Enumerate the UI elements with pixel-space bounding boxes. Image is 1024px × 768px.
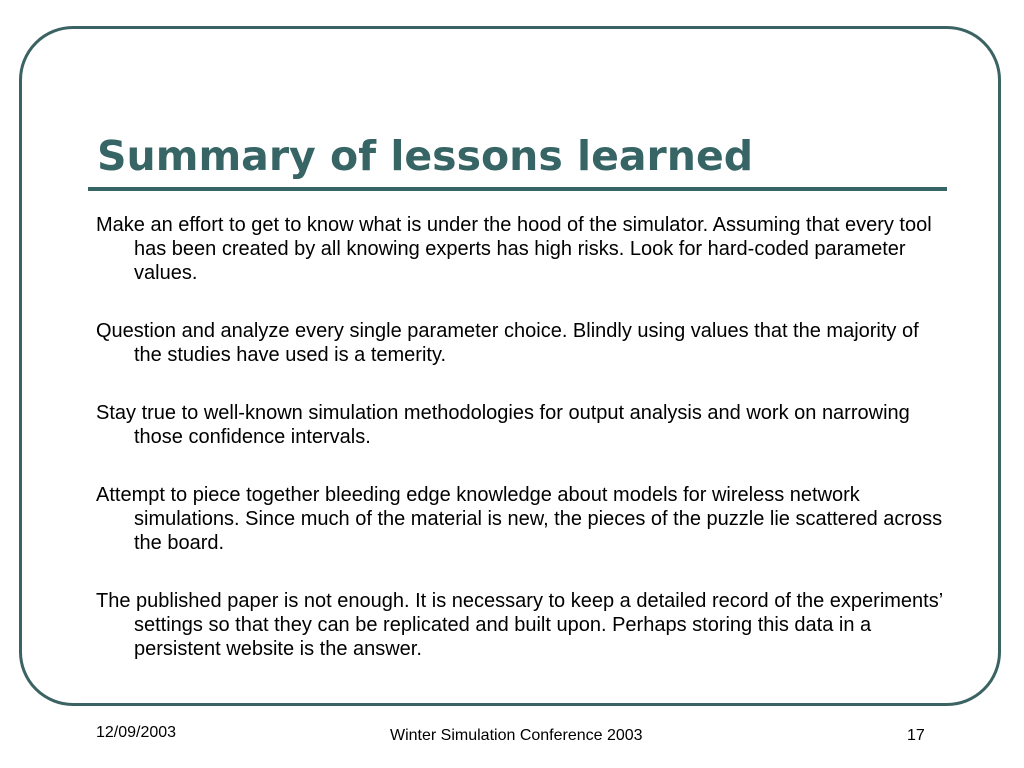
bullet-item: Stay true to well-known simulation methodologies for output analysis and work on narrowing those confidence intervals. <box>96 402 910 448</box>
bullet-item: Attempt to piece together bleeding edge knowledge about models for wireless network simulations. Since much of the material is new, the pieces of the puzzle lie scattered across the board. <box>96 484 943 554</box>
title-divider <box>88 187 947 191</box>
bullet-list <box>96 213 946 695</box>
slide-title: Summary of lessons learned <box>97 132 754 180</box>
bullet-item: Question and analyze every single parameter choice. Blindly using values that the majority of the studies have used is a temerity. <box>96 320 919 366</box>
bullet-item: Make an effort to get to know what is under the hood of the simulator. Assuming that every tool has been created by all knowing experts has high risks. Look for hard-coded parameter values. <box>96 214 932 284</box>
footer-page-number: 17 <box>907 727 925 744</box>
footer-date: 12/09/2003 <box>96 724 177 741</box>
bullet-item: The published paper is not enough. It is necessary to keep a detailed record of the experiments’ settings so that they can be replicated and built upon. Perhaps storing this data in a persistent website is the answer. <box>96 590 943 660</box>
footer-conference: Winter Simulation Conference 2003 <box>390 727 643 744</box>
